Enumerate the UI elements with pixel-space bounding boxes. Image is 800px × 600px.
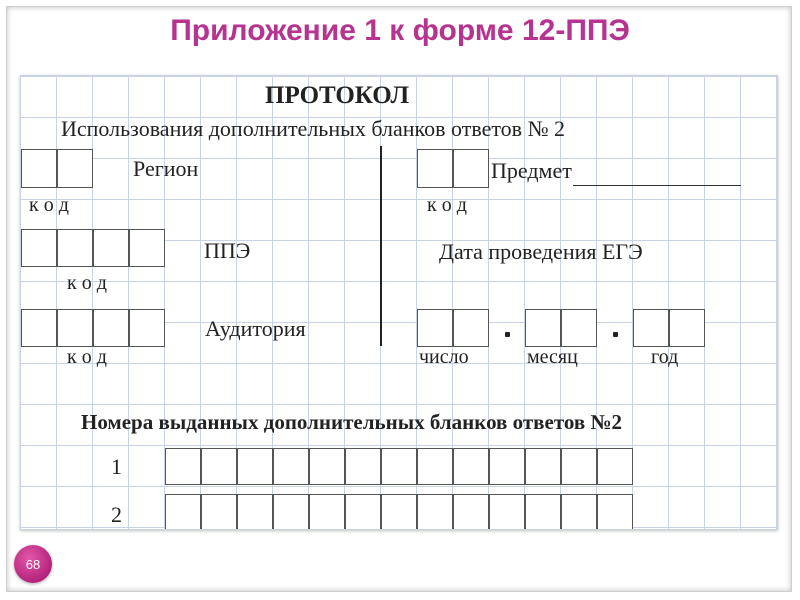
issued-blank-number-cell[interactable]: [165, 494, 201, 530]
issued-blank-number-cell[interactable]: [417, 494, 453, 530]
date-year-cell-2[interactable]: [669, 309, 705, 347]
issued-blank-number-cell[interactable]: [453, 448, 489, 485]
region-code-cell-1[interactable]: [21, 149, 57, 188]
auditorium-code-cell-4[interactable]: [129, 309, 165, 347]
issued-blank-number-cell[interactable]: [345, 448, 381, 485]
date-month-cell-1[interactable]: [525, 309, 561, 347]
issued-blank-number-cell[interactable]: [201, 494, 237, 530]
issued-blank-number-cell[interactable]: [489, 448, 525, 485]
date-day-cell-2[interactable]: [453, 309, 489, 347]
issued-blank-number-cell[interactable]: [345, 494, 381, 530]
date-month-cell-2[interactable]: [561, 309, 597, 347]
issued-blank-number-cell[interactable]: [309, 494, 345, 530]
issued-blank-number-cell[interactable]: [417, 448, 453, 485]
issued-blank-number-cell[interactable]: [165, 448, 201, 485]
subject-label: Предмет: [491, 158, 572, 183]
protocol-subheading: Использования дополнительных бланков ответов № 2: [61, 116, 566, 141]
issued-blank-number-cell[interactable]: [561, 448, 597, 485]
ppe-code-label: к о д: [67, 272, 107, 294]
exam-date-label: Дата проведения ЕГЭ: [439, 239, 643, 264]
issued-blank-number-cell[interactable]: [201, 448, 237, 485]
day-label: число: [419, 346, 469, 368]
date-separator-dot: [505, 332, 510, 337]
issued-blank-number-cell[interactable]: [309, 448, 345, 485]
section-divider: [380, 146, 382, 346]
date-separator-dot: [613, 332, 618, 337]
issued-blank-number-cell[interactable]: [381, 448, 417, 485]
row-number-2: 2: [111, 502, 122, 527]
subject-code-cell-1[interactable]: [417, 149, 453, 188]
issued-blank-number-cell[interactable]: [597, 494, 633, 530]
subject-code-label: к о д: [427, 194, 467, 216]
auditorium-code-cell-3[interactable]: [93, 309, 129, 347]
ppe-code-cell-3[interactable]: [93, 229, 129, 267]
page-number-badge: 68: [14, 545, 52, 583]
date-year-cell-1[interactable]: [633, 309, 669, 347]
region-code-label: к о д: [29, 194, 69, 216]
issued-blank-number-cell[interactable]: [381, 494, 417, 530]
date-day-cell-1[interactable]: [417, 309, 453, 347]
subject-underline: [573, 185, 741, 186]
issued-blank-number-cell[interactable]: [489, 494, 525, 530]
month-label: месяц: [527, 346, 578, 368]
year-label: год: [651, 346, 679, 368]
auditorium-code-cell-2[interactable]: [57, 309, 93, 347]
issued-blank-number-cell[interactable]: [453, 494, 489, 530]
row-number-1: 1: [111, 454, 122, 479]
ppe-code-cell-4[interactable]: [129, 229, 165, 267]
auditorium-label: Аудитория: [205, 316, 306, 341]
issued-blank-number-cell[interactable]: [273, 448, 309, 485]
region-code-cell-2[interactable]: [57, 149, 93, 188]
issued-blank-number-cell[interactable]: [525, 448, 561, 485]
auditorium-code-cell-1[interactable]: [21, 309, 57, 347]
auditorium-code-label: к о д: [67, 346, 107, 368]
issued-blank-number-cell[interactable]: [237, 448, 273, 485]
issued-blank-number-cell[interactable]: [561, 494, 597, 530]
issued-blank-number-cell[interactable]: [237, 494, 273, 530]
protocol-form: [20, 75, 778, 530]
ppe-code-cell-2[interactable]: [57, 229, 93, 267]
ppe-label: ППЭ: [204, 238, 251, 263]
issued-blank-number-cell[interactable]: [525, 494, 561, 530]
region-label: Регион: [133, 156, 199, 181]
protocol-heading: ПРОТОКОЛ: [265, 82, 410, 109]
subject-code-cell-2[interactable]: [453, 149, 489, 188]
issued-blanks-heading: Номера выданных дополнительных бланков ответов №2: [81, 410, 623, 434]
slide-title: Приложение 1 к форме 12-ППЭ: [170, 14, 630, 47]
ppe-code-cell-1[interactable]: [21, 229, 57, 267]
issued-blank-number-cell[interactable]: [597, 448, 633, 485]
issued-blank-number-cell[interactable]: [273, 494, 309, 530]
